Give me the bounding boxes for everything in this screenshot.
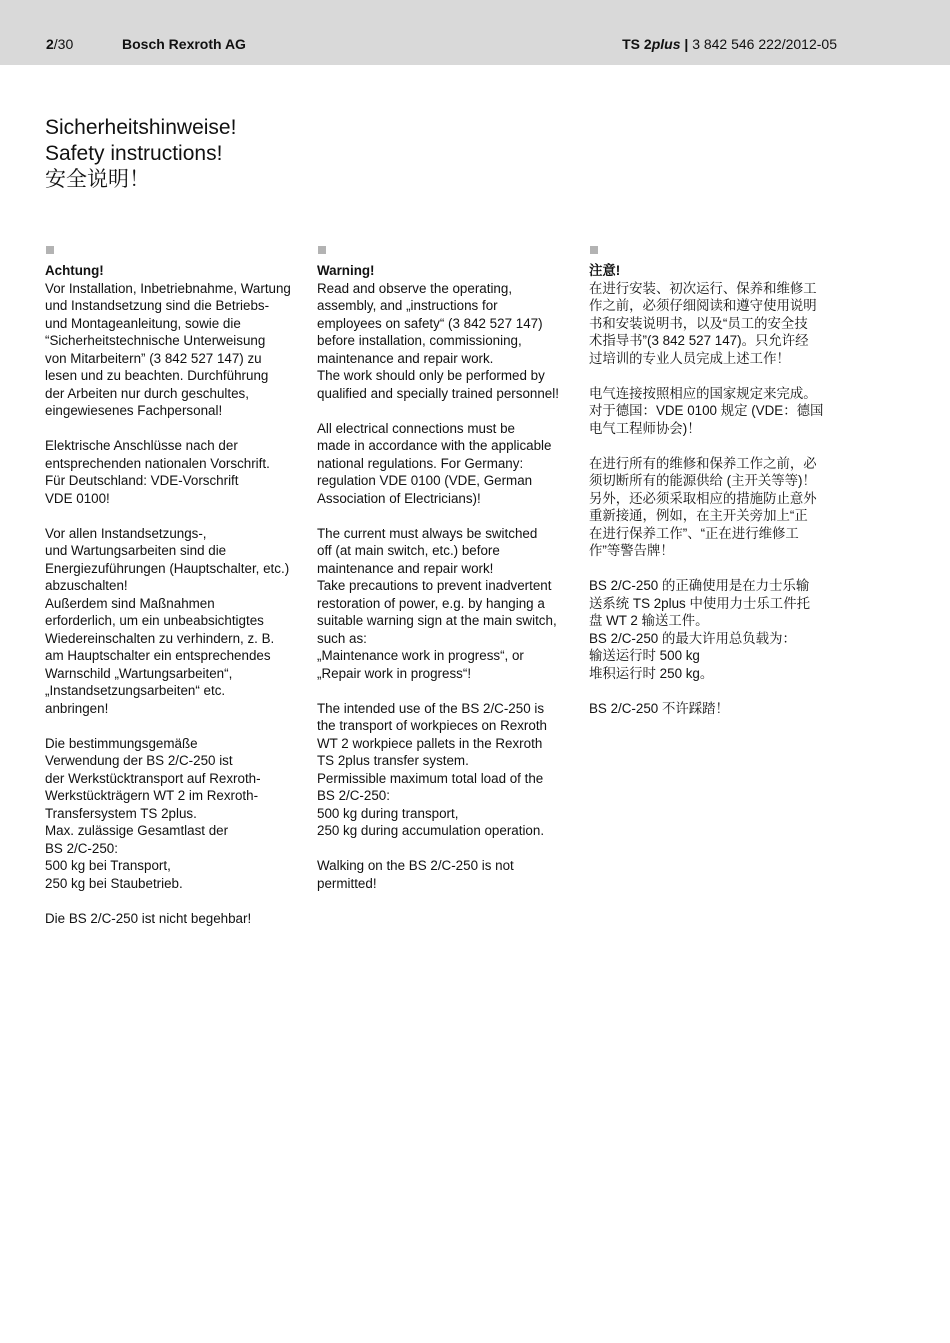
product-suffix: plus: [651, 36, 681, 52]
title-chinese: 安全说明！: [45, 168, 150, 191]
page-header: [0, 0, 950, 65]
page-title: [45, 115, 236, 193]
square-bullet-icon: [318, 246, 326, 254]
paragraph: Read and observe the operating, assembly, and „instructions for employees on safety“ (3 842 527 147) before installation, commissioning, maintenance and repair work. The work should only be performed by qualified and specially trained personnel!: [317, 280, 559, 401]
square-bullet-icon: [46, 246, 54, 254]
paragraph: Vor Installation, Inbetriebnahme, Wartung und Instandsetzung sind die Betriebs- und Montageanleitung, sowie die “Sicherheitstechnische Unterweisung von Mitarbeitern” (3 842 527 147) zu lesen und zu beachten. Durchführung der Arbeiten nur durch geschultes, eingewiesenes Fachpersonal!: [45, 280, 291, 418]
paragraph: Walking on the BS 2/C-250 is not permitted!: [317, 858, 514, 891]
paragraph: 电气连接按照相应的国家规定来完成。 对于德国：VDE 0100 规定 (VDE：德国 电气工程师协会)！: [589, 385, 824, 436]
header-separator: |: [684, 36, 689, 52]
warning-heading: Warning!: [317, 263, 375, 278]
product-prefix: TS 2: [622, 36, 652, 52]
paragraph: BS 2/C-250 不许踩踏！: [589, 700, 729, 716]
paragraph: 在进行安装、初次运行、保养和维修工 作之前，必须仔细阅读和遵守使用说明 书和安装说明书，以及“员工的安全技 术指导书”(3 842 527 147)。只允许经 过培训的专业人员完成上述工作！: [589, 280, 817, 366]
paragraph: All electrical connections must be made in accordance with the applicable national regulations. For Germany: regulation VDE 0100 (VDE, German Association of Electricians)!: [317, 420, 552, 506]
paragraph: 在进行所有的维修和保养工作之前，必 须切断所有的能源供给 (主开关等等)！ 另外，还必须采取相应的措施防止意外 重新接通，例如，在主开关旁加上“正 在进行保养工作”、“正在进行维修工 作”等警告牌！: [589, 455, 817, 558]
column-german: [45, 244, 307, 945]
page-current: 2: [46, 36, 54, 52]
column-chinese: [589, 244, 839, 735]
paragraph: BS 2/C-250 的正确使用是在力士乐输 送系统 TS 2plus 中使用力士乐工件托 盘 WT 2 输送工件。 BS 2/C-250 的最大许用总负载为： 输送运行时 500 kg 堆积运行时 250 kg。: [589, 578, 810, 681]
product-name: [622, 36, 680, 52]
company-name: Bosch Rexroth AG: [122, 36, 246, 52]
paragraph: The intended use of the BS 2/C-250 is the transport of workpieces on Rexroth WT 2 workpiece pallets in the Rexroth TS 2plus transfer system. Permissible maximum total load of the BS 2/C-250: 500 kg during transport, 250 kg during accumulation operation.: [317, 700, 547, 838]
paragraph: Die BS 2/C-250 ist nicht begehbar!: [45, 910, 252, 926]
paragraph: Elektrische Anschlüsse nach der entsprechenden nationalen Vorschrift. Für Deutschland: VDE-Vorschrift VDE 0100!: [45, 438, 270, 506]
warning-heading: 注意!: [589, 263, 621, 278]
page-total: /30: [53, 36, 74, 52]
column-english: [317, 244, 579, 910]
paragraph: Vor allen Instandsetzungs-, und Wartungsarbeiten sind die Energiezuführungen (Hauptschalter, etc.) abzuschalten! Außerdem sind Maßnahmen erforderlich, um ein unbeabsichtigtes Wiedereinschalten zu verhindern, z. B. am Hauptschalter ein entsprechendes Warnschild „Wartungsarbeiten“, „Instandsetzungsarbeiten“ etc. anbringen!: [45, 525, 290, 716]
doc-number: 3 842 546 222/2012-05: [692, 36, 837, 52]
square-bullet-icon: [590, 246, 598, 254]
document-reference: [622, 35, 837, 53]
paragraph: Die bestimmungsgemäße Verwendung der BS 2/C-250 ist der Werkstücktransport auf Rexroth- Werkstückträgern WT 2 im Rexroth- Transfersystem TS 2plus. Max. zulässige Gesamtlast der BS 2/C-250: 500 kg bei Transport, 250 kg bei Staubetrieb.: [45, 735, 261, 891]
warning-heading: Achtung!: [45, 263, 104, 278]
page-number: [46, 35, 73, 53]
paragraph: The current must always be switched off (at main switch, etc.) before maintenance and repair work! Take precautions to prevent inadvertent restoration of power, e.g. by hanging a suitable warning sign at the main switch, such as: „Maintenance work in progress“, or „Repair work in progress“!: [317, 525, 557, 681]
title-english: Safety instructions!: [45, 142, 223, 165]
title-german: Sicherheitshinweise!: [45, 116, 237, 139]
